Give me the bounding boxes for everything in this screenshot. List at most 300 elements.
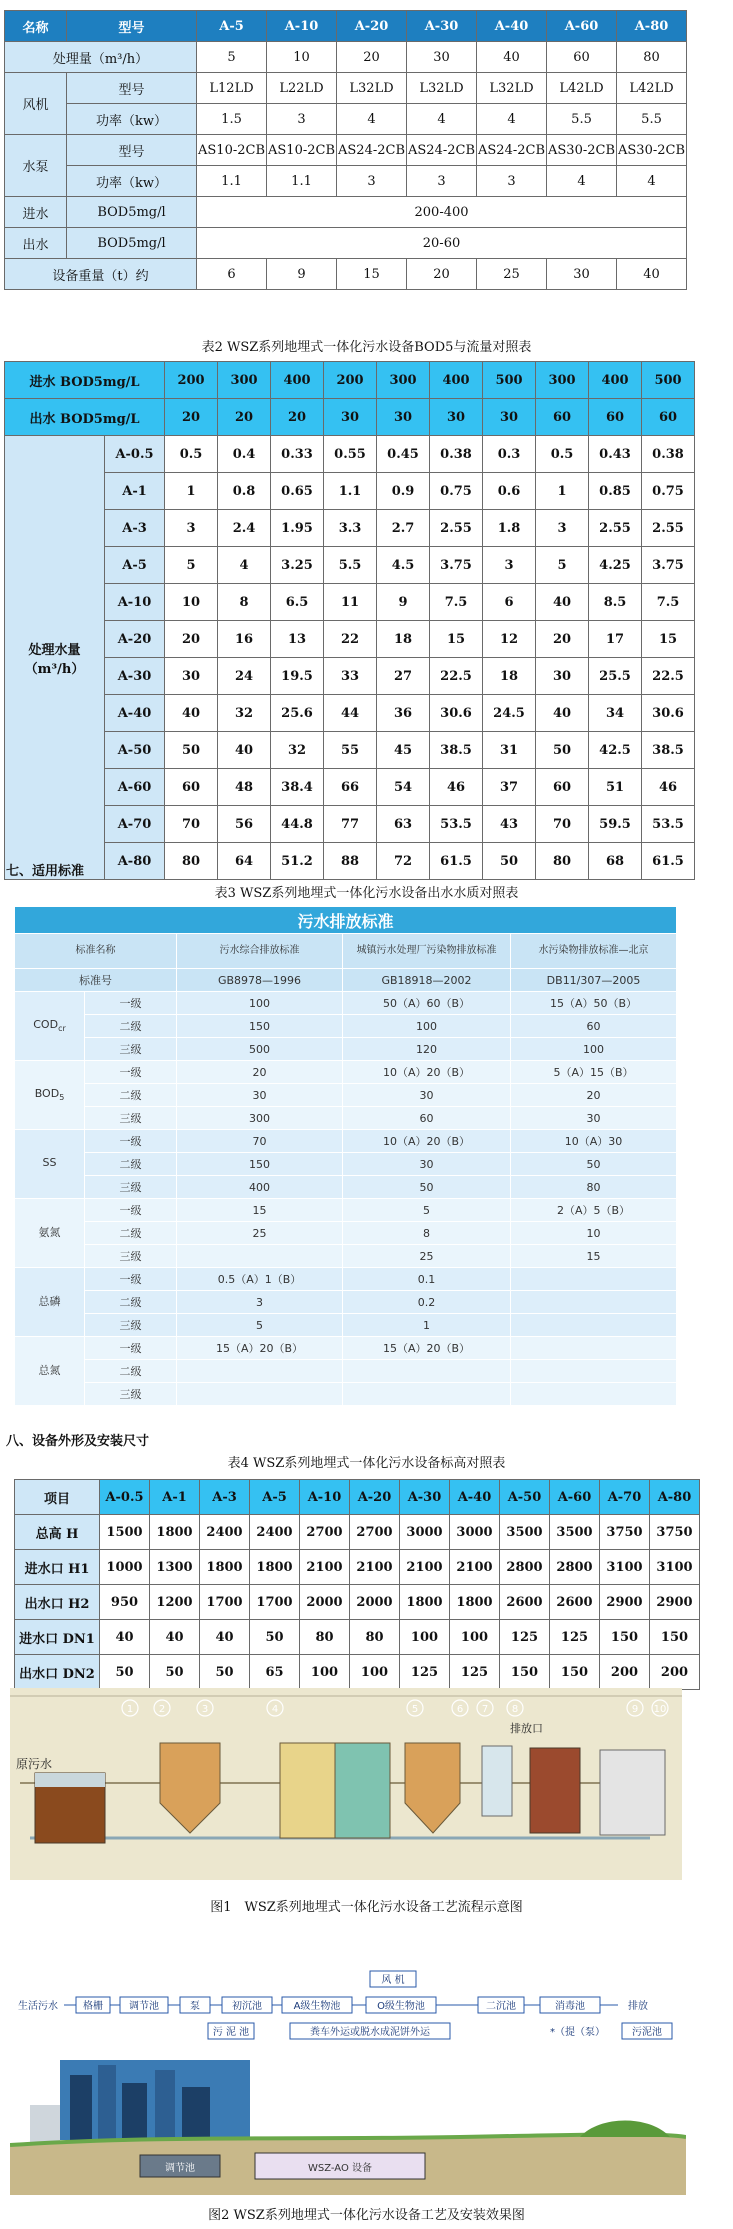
pollutant-label	[15, 1061, 85, 1130]
cell: AS30-2CB	[617, 135, 687, 166]
regulating-tank-label: 调节池	[165, 2163, 195, 2174]
cell: 2100	[350, 1550, 400, 1585]
cell: 100	[343, 1015, 511, 1038]
table-row	[15, 1015, 677, 1038]
cell: 3	[337, 166, 407, 197]
flow-step: A级生物池	[293, 2001, 341, 2012]
table3-title: 污水排放标准	[15, 907, 677, 934]
cell	[511, 1291, 677, 1314]
cell: 44.8	[271, 806, 324, 843]
cell: 68	[589, 843, 642, 880]
cell: 2400	[250, 1515, 300, 1550]
cell: 77	[324, 806, 377, 843]
cell: 15（A）20（B）	[177, 1337, 343, 1360]
table-row	[5, 436, 695, 473]
cell: L12LD	[197, 73, 267, 104]
cell: 65	[250, 1655, 300, 1690]
flow-label-text: 处理水量	[28, 642, 81, 658]
flow-step: 生活污水	[18, 2001, 58, 2012]
section-7-heading: 七、适用标准	[6, 864, 85, 879]
cell: 3	[267, 104, 337, 135]
row-label: BOD5mg/l	[67, 197, 197, 228]
cell: 150	[177, 1015, 343, 1038]
row-label: 型号	[67, 73, 197, 104]
cell: 50	[100, 1655, 150, 1690]
standard-no: DB11/307—2005	[511, 969, 677, 992]
cell: 61.5	[642, 843, 695, 880]
cell: 2400	[200, 1515, 250, 1550]
cell: 3000	[400, 1515, 450, 1550]
cell: 6	[483, 584, 536, 621]
cell: 100	[450, 1620, 500, 1655]
cell: 30	[177, 1084, 343, 1107]
row-label: 型号	[67, 135, 197, 166]
cell: 40	[200, 1620, 250, 1655]
cell: 1.95	[271, 510, 324, 547]
table4-caption: 表4 WSZ系列地埋式一体化污水设备标高对照表	[227, 1456, 506, 1471]
table-row	[15, 1268, 677, 1291]
cell: 300	[218, 362, 271, 399]
cell: 2.55	[642, 510, 695, 547]
row-label: 出水口 DN2	[15, 1655, 100, 1690]
col-header: A-30	[407, 11, 477, 42]
level-label: 一级	[85, 1199, 177, 1222]
level-label: 三级	[85, 1383, 177, 1406]
cell: 3750	[600, 1515, 650, 1550]
cell: 55	[324, 732, 377, 769]
model-label: A-3	[105, 510, 165, 547]
cell: 2600	[550, 1585, 600, 1620]
table-row	[5, 695, 695, 732]
cell: 20	[165, 621, 218, 658]
cell: 88	[324, 843, 377, 880]
cell: 0.9	[377, 473, 430, 510]
col-header: A-10	[300, 1480, 350, 1515]
cell: 5.5	[324, 547, 377, 584]
pollutant-label	[15, 1199, 85, 1268]
table-row	[15, 1585, 700, 1620]
cell: 0.75	[430, 473, 483, 510]
cell: 1	[536, 473, 589, 510]
table-row	[15, 1176, 677, 1199]
cell: 60	[547, 42, 617, 73]
cell	[177, 1245, 343, 1268]
sludge-box-2: 污泥池	[632, 2027, 662, 2038]
level-label: 三级	[85, 1176, 177, 1199]
standard-no: GB18918—2002	[343, 969, 511, 992]
pollutant-name: COD	[33, 1018, 59, 1032]
cell	[177, 1383, 343, 1406]
cell: 0.4	[218, 436, 271, 473]
cell: 15（A）20（B）	[343, 1337, 511, 1360]
cell: 80	[350, 1620, 400, 1655]
step-number: 6	[456, 1704, 464, 1715]
cell: 15	[642, 621, 695, 658]
cell: 13	[271, 621, 324, 658]
cell: 30.6	[430, 695, 483, 732]
level-label: 一级	[85, 1337, 177, 1360]
cell: 0.45	[377, 436, 430, 473]
cell: 40	[536, 695, 589, 732]
cell: 8	[343, 1222, 511, 1245]
row-label: 功率（kw）	[67, 104, 197, 135]
cell: 7.5	[430, 584, 483, 621]
cell: L42LD	[617, 73, 687, 104]
cell: AS24-2CB	[477, 135, 547, 166]
cell: 2700	[350, 1515, 400, 1550]
cell: 200-400	[197, 197, 687, 228]
table-row	[5, 362, 695, 399]
cell: 30	[165, 658, 218, 695]
cell: 100	[511, 1038, 677, 1061]
table-row	[5, 473, 695, 510]
cell: AS10-2CB	[267, 135, 337, 166]
cell: 43	[483, 806, 536, 843]
cell: 25.5	[589, 658, 642, 695]
cell: 80	[165, 843, 218, 880]
cell: 500	[642, 362, 695, 399]
cell: 38.4	[271, 769, 324, 806]
cell: 30	[377, 399, 430, 436]
cell: 200	[650, 1655, 700, 1690]
cell: 16	[218, 621, 271, 658]
cell: 32	[271, 732, 324, 769]
table-row	[5, 843, 695, 880]
cell: 5	[343, 1199, 511, 1222]
cell: 30	[430, 399, 483, 436]
cell: 0.43	[589, 436, 642, 473]
cell: 2.55	[430, 510, 483, 547]
model-label: A-1	[105, 473, 165, 510]
flow-step: 格栅	[83, 2001, 103, 2012]
cell: L32LD	[337, 73, 407, 104]
cell: L32LD	[407, 73, 477, 104]
cell: 50	[511, 1153, 677, 1176]
cell: 10（A）30	[511, 1130, 677, 1153]
table-row	[5, 732, 695, 769]
table-row	[5, 73, 687, 104]
cell: 40	[165, 695, 218, 732]
cell: L42LD	[547, 73, 617, 104]
cell: 0.1	[343, 1268, 511, 1291]
cell: 0.6	[483, 473, 536, 510]
cell	[511, 1337, 677, 1360]
table-row	[15, 1153, 677, 1176]
cell: 4	[407, 104, 477, 135]
cell: 40	[617, 259, 687, 290]
standard-name-label: 标准名称	[15, 934, 177, 969]
cell: 4.25	[589, 547, 642, 584]
cell: 4	[218, 547, 271, 584]
table-row	[15, 907, 677, 934]
cell: 60	[642, 399, 695, 436]
cell: 5	[165, 547, 218, 584]
cell: 25	[343, 1245, 511, 1268]
table-row	[5, 547, 695, 584]
model-label: A-20	[105, 621, 165, 658]
fan-label: 风机	[5, 73, 67, 135]
item-label: 项目	[15, 1480, 100, 1515]
cell: 400	[271, 362, 324, 399]
cell: 5	[177, 1314, 343, 1337]
cell: 24	[218, 658, 271, 695]
cell: 44	[324, 695, 377, 732]
pump-label: 水泵	[5, 135, 67, 197]
cell: 4	[477, 104, 547, 135]
cell: 34	[589, 695, 642, 732]
cell: 66	[324, 769, 377, 806]
level-label: 三级	[85, 1245, 177, 1268]
cell: 3.3	[324, 510, 377, 547]
cell: 59.5	[589, 806, 642, 843]
table-row	[15, 1337, 677, 1360]
level-label: 三级	[85, 1107, 177, 1130]
cell: 20	[218, 399, 271, 436]
cell: 3500	[500, 1515, 550, 1550]
col-header: A-60	[547, 11, 617, 42]
table-row	[5, 769, 695, 806]
cell: 2100	[450, 1550, 500, 1585]
cell	[511, 1360, 677, 1383]
standard-no: GB8978—1996	[177, 969, 343, 992]
level-label: 三级	[85, 1314, 177, 1337]
cell: 0.5	[165, 436, 218, 473]
cell: 1.5	[197, 104, 267, 135]
cell: 15	[430, 621, 483, 658]
discharge-standard-table	[14, 906, 677, 1406]
table-row	[15, 1550, 700, 1585]
cell: 15	[511, 1245, 677, 1268]
col-header: A-20	[350, 1480, 400, 1515]
cell: 36	[377, 695, 430, 732]
table-row	[15, 1107, 677, 1130]
section-8-heading: 八、设备外形及安装尺寸	[6, 1434, 150, 1449]
cell: 2（A）5（B）	[511, 1199, 677, 1222]
cell: 3000	[450, 1515, 500, 1550]
cell: 2000	[300, 1585, 350, 1620]
table-row	[5, 228, 687, 259]
level-label: 二级	[85, 1360, 177, 1383]
cell: 1800	[450, 1585, 500, 1620]
cell: 30	[547, 259, 617, 290]
level-label: 二级	[85, 1084, 177, 1107]
cell: 2000	[350, 1585, 400, 1620]
cell: AS10-2CB	[197, 135, 267, 166]
flow-label	[5, 436, 105, 880]
cell: 38.5	[430, 732, 483, 769]
flow-step: 泵	[190, 2001, 200, 2012]
cell: AS30-2CB	[547, 135, 617, 166]
truck-box: 粪车外运或脱水成泥饼外运	[310, 2027, 430, 2038]
cell: 18	[377, 621, 430, 658]
cell: 40	[477, 42, 547, 73]
cell: 10	[511, 1222, 677, 1245]
cell: 0.38	[430, 436, 483, 473]
table3-caption: 表3 WSZ系列地埋式一体化污水设备出水水质对照表	[214, 886, 519, 901]
cell: 22.5	[642, 658, 695, 695]
cell	[343, 1360, 511, 1383]
cell: L22LD	[267, 73, 337, 104]
lift-label: *（提（泵）	[550, 2027, 605, 2038]
cell: 53.5	[430, 806, 483, 843]
fan-box: 风 机	[381, 1975, 405, 1986]
cell: 2900	[600, 1585, 650, 1620]
cell: 37	[483, 769, 536, 806]
cell: 60	[536, 769, 589, 806]
flow-step: 消毒池	[555, 2001, 585, 2012]
cell: 70	[177, 1130, 343, 1153]
inlet-label: 进水	[5, 197, 67, 228]
step-number: 4	[271, 1704, 279, 1715]
cell: 150	[177, 1153, 343, 1176]
cell: 10（A）20（B）	[343, 1130, 511, 1153]
cell: 3.75	[642, 547, 695, 584]
cell: 15（A）50（B）	[511, 992, 677, 1015]
cell: 0.85	[589, 473, 642, 510]
table-row	[5, 621, 695, 658]
table-row	[5, 104, 687, 135]
cell: 950	[100, 1585, 150, 1620]
figure2-caption: 图2 WSZ系列地埋式一体化污水设备工艺及安装效果图	[208, 2208, 525, 2223]
cell: 60	[536, 399, 589, 436]
table-row	[15, 1620, 700, 1655]
cell: 63	[377, 806, 430, 843]
cell: 1.1	[267, 166, 337, 197]
col-header: A-70	[600, 1480, 650, 1515]
cell: 1000	[100, 1550, 150, 1585]
table-row	[15, 1655, 700, 1690]
cell: 2100	[400, 1550, 450, 1585]
pollutant-name: BOD	[34, 1087, 60, 1101]
cell: 0.65	[271, 473, 324, 510]
cell: 300	[536, 362, 589, 399]
cell: 70	[165, 806, 218, 843]
level-label: 一级	[85, 1061, 177, 1084]
figure1-caption: 图1 WSZ系列地埋式一体化污水设备工艺流程示意图	[210, 1900, 523, 1915]
cell: 125	[500, 1620, 550, 1655]
cell: 125	[400, 1655, 450, 1690]
installation-illustration	[10, 1965, 686, 2195]
cell	[511, 1268, 677, 1291]
pollutant-label	[15, 1130, 85, 1199]
col-header: A-3	[200, 1480, 250, 1515]
cell: 3	[407, 166, 477, 197]
cell: 500	[483, 362, 536, 399]
outlet-label: 出水	[5, 228, 67, 259]
cell: 22	[324, 621, 377, 658]
cell: 32	[218, 695, 271, 732]
cell: 1800	[250, 1550, 300, 1585]
col-header: A-10	[267, 11, 337, 42]
cell: 10	[267, 42, 337, 73]
pollutant-name: 总磷	[38, 1295, 61, 1309]
cell: 50	[200, 1655, 250, 1690]
cell: 1	[165, 473, 218, 510]
cell: 50	[483, 843, 536, 880]
cell: 4.5	[377, 547, 430, 584]
cell: 30	[483, 399, 536, 436]
cell: 3	[165, 510, 218, 547]
cell: 0.8	[218, 473, 271, 510]
cell: 5（A）15（B）	[511, 1061, 677, 1084]
table-row	[5, 42, 687, 73]
table-row	[5, 806, 695, 843]
cell: 3.75	[430, 547, 483, 584]
cell: 500	[177, 1038, 343, 1061]
cell: 1.1	[197, 166, 267, 197]
table-row	[15, 1515, 700, 1550]
cell: 0.3	[483, 436, 536, 473]
col-header: A-20	[337, 11, 407, 42]
cell: 3	[477, 166, 547, 197]
model-label: A-0.5	[105, 436, 165, 473]
cell: 1500	[100, 1515, 150, 1550]
step-number: 10	[653, 1704, 667, 1715]
cell: 2.4	[218, 510, 271, 547]
cell: 70	[536, 806, 589, 843]
cell: 38.5	[642, 732, 695, 769]
cell: 2900	[650, 1585, 700, 1620]
cell: 40	[150, 1620, 200, 1655]
col-header: A-80	[617, 11, 687, 42]
flow-step: 调节池	[129, 2001, 159, 2012]
table-row	[5, 197, 687, 228]
cell: 11	[324, 584, 377, 621]
cell: 1200	[150, 1585, 200, 1620]
flow-step: O级生物池	[377, 2001, 425, 2012]
step-number: 2	[158, 1704, 166, 1715]
cell: 1800	[150, 1515, 200, 1550]
cell: 5.5	[547, 104, 617, 135]
process-flow-illustration	[10, 1688, 682, 1880]
level-label: 三级	[85, 1038, 177, 1061]
flow-step: 二沉池	[486, 2001, 516, 2012]
cell: 125	[450, 1655, 500, 1690]
cell: 4	[617, 166, 687, 197]
model-label: A-50	[105, 732, 165, 769]
cell: AS24-2CB	[407, 135, 477, 166]
cell: 30	[407, 42, 477, 73]
cell: 45	[377, 732, 430, 769]
pollutant-label	[15, 1337, 85, 1406]
cell: 80	[300, 1620, 350, 1655]
cell: 0.55	[324, 436, 377, 473]
cell: 60	[511, 1015, 677, 1038]
standard-name: 水污染物排放标准—北京	[511, 934, 677, 969]
cell	[343, 1383, 511, 1406]
outlet-label: 排放口	[510, 1722, 543, 1735]
level-label: 一级	[85, 1130, 177, 1153]
cell: 27	[377, 658, 430, 695]
row-label: 出水口 H2	[15, 1585, 100, 1620]
table-row	[15, 1360, 677, 1383]
pollutant-name: SS	[42, 1156, 57, 1170]
cell: 2.7	[377, 510, 430, 547]
cell: 15	[177, 1199, 343, 1222]
col-header: A-5	[250, 1480, 300, 1515]
step-number: 5	[411, 1704, 419, 1715]
cell: 125	[550, 1620, 600, 1655]
cell: 3	[536, 510, 589, 547]
cell: 60	[589, 399, 642, 436]
pollutant-label	[15, 1268, 85, 1337]
row-label: 进水口 DN1	[15, 1620, 100, 1655]
table-row	[15, 934, 677, 969]
cell	[511, 1383, 677, 1406]
col-header: A-50	[500, 1480, 550, 1515]
step-number: 7	[481, 1704, 489, 1715]
table-row	[5, 135, 687, 166]
